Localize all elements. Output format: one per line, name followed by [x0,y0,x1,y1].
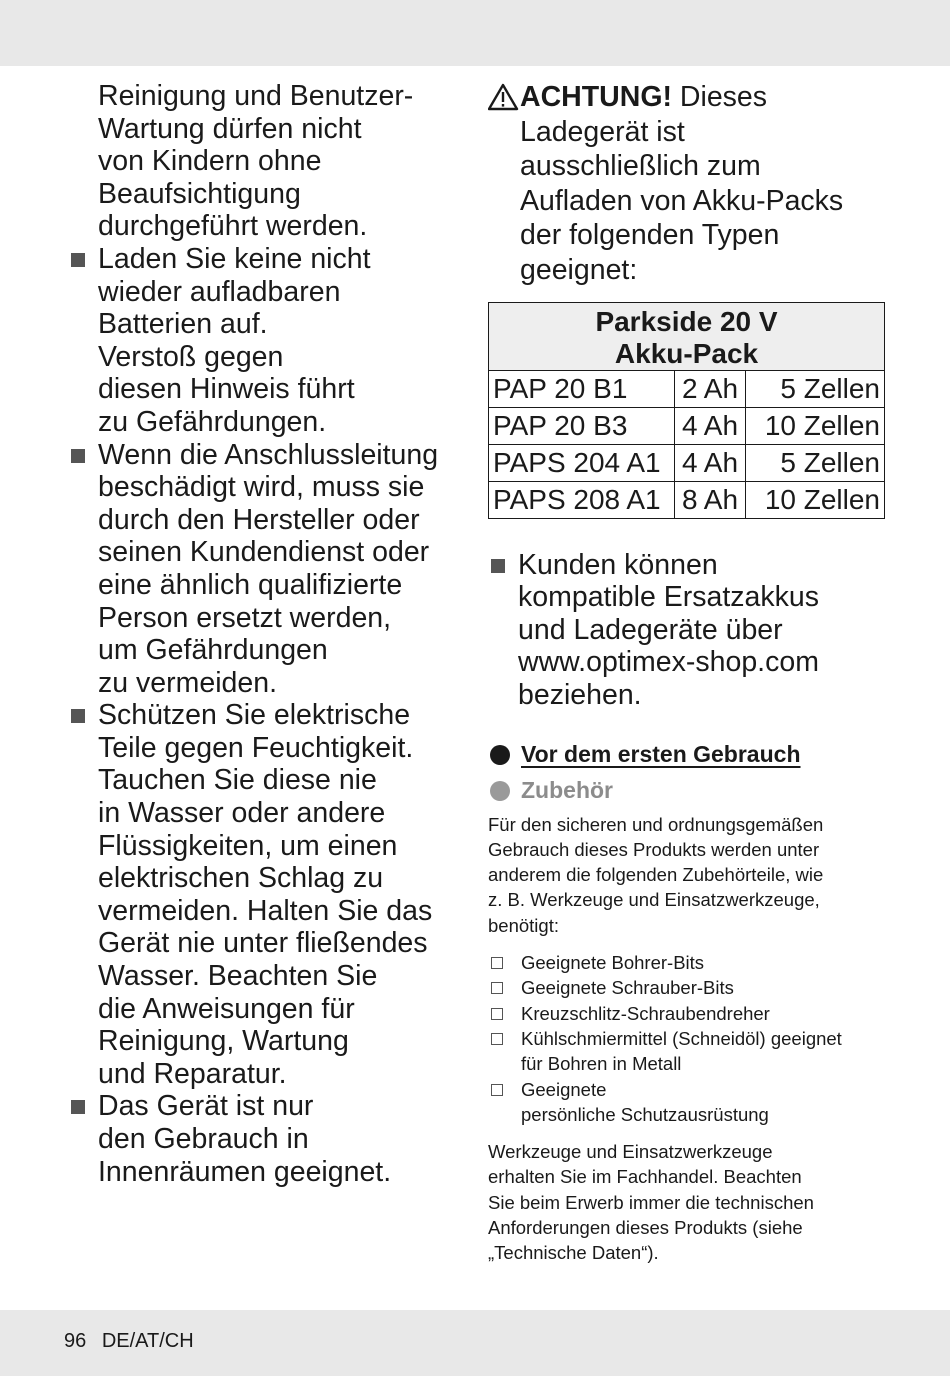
text-line: den Gebrauch in [98,1123,309,1155]
safety-bullet [68,1090,468,1188]
checkbox-square-icon [491,1033,503,1045]
text-line: Person ersetzt werden, [98,601,392,634]
safety-bullet [68,243,468,439]
list-item [488,1001,888,1026]
text-line: für Bohren in Metall [521,1053,682,1075]
cells-cell: 5 Zellen [746,444,885,481]
square-bullet-icon [71,449,85,463]
safety-bullet [68,439,468,700]
accessories-intro [488,812,888,938]
list-item [488,975,888,1000]
table-header-row [489,302,885,370]
cells-cell: 5 Zellen [746,370,885,407]
table-header [489,302,885,370]
square-bullet-icon [71,253,85,267]
text-line: anderem die folgenden Zubehörteile, wie [488,864,824,886]
page-footer [64,1330,204,1353]
checkbox-square-icon [491,1008,503,1020]
continuation-paragraph [68,80,468,243]
text-line: wieder aufladbaren [98,275,341,308]
checkbox-square-icon [491,1084,503,1096]
section-heading [488,740,888,768]
cells-cell: 10 Zellen [746,407,885,444]
text-line: Wasser. Beachten Sie [98,960,378,993]
capacity-cell: 4 Ah [675,444,746,481]
text-line: Kühlschmiermittel (Schneidöl) geeignet [521,1027,842,1049]
text-line: ausschließlich zum [520,150,761,183]
text-line: Tauchen Sie diese nie [98,764,377,797]
model-cell: PAPS 204 A1 [489,444,675,481]
text-line: Schützen Sie elektrische [98,699,411,732]
list-item [488,1026,888,1077]
text-line: Geeignete Schrauber-Bits [521,977,734,999]
text-line: z. B. Werkzeuge und Einsatzwerkzeuge, [488,889,820,911]
text-line: geeignet: [520,253,638,286]
text-line: und Reparatur. [98,1057,287,1090]
model-cell: PAP 20 B3 [489,407,675,444]
text-line: seinen Kundendienst oder [98,536,430,569]
text-line: Innenräumen geeignet. [98,1155,392,1188]
text-line: Aufladen von Akku-Packs [520,184,844,217]
capacity-cell: 2 Ah [675,370,746,407]
capacity-cell: 8 Ah [675,481,746,518]
text-line: zu Gefährdungen. [98,405,327,438]
text-line: Beaufsichtigung [98,177,301,210]
text-line: Gebrauch dieses Produkts werden unter [488,838,820,860]
battery-pack-table [488,302,885,519]
square-bullet-icon [71,709,85,723]
text-line: Ladegerät ist [520,115,685,148]
text-line: durch den Hersteller oder [98,503,420,536]
text-line: Anforderungen dieses Produkts (siehe [488,1216,803,1238]
text-line: um Gefährdungen [98,634,328,667]
text-line: in Wasser oder andere [98,797,386,830]
text-line: Für den sicheren und ordnungsgemäßen [488,813,824,835]
table-row [489,370,885,407]
square-bullet-icon [71,1100,85,1114]
text-line: Reinigung und Benutzer- [98,80,414,112]
text-line: Kunden können [518,548,718,581]
shop-url: www.optimex-shop.com [518,646,819,679]
text-line: von Kindern ohne [98,145,322,178]
warning-label: ACHTUNG! [520,81,672,113]
header-line: Akku-Pack [614,337,759,369]
table-row [489,407,885,444]
text-line: Geeignete [521,1078,607,1100]
locale-label: DE/AT/CH [101,1330,194,1352]
text-line: erhalten Sie im Fachhandel. Beachten [488,1166,802,1188]
text-line: die Anweisungen für [98,992,355,1025]
text-line: Verstoß gegen [98,340,284,373]
checkbox-square-icon [491,957,503,969]
left-column [68,80,468,1188]
model-cell: PAPS 208 A1 [489,481,675,518]
header-band [0,0,950,66]
warning-notice [488,80,888,288]
text-line: Teile gegen Feuchtigkeit. [98,731,414,764]
text-line: kompatible Ersatzakkus [518,581,819,614]
square-bullet-icon [491,559,505,573]
accessories-outro [488,1139,888,1265]
text-line: beziehen. [518,678,642,711]
text-line: Kreuzschlitz-Schraubendreher [521,1002,770,1024]
text-line: Werkzeuge und Einsatzwerkzeuge [488,1141,773,1163]
capacity-cell: 4 Ah [675,407,746,444]
text-line: benötigt: [488,914,559,936]
text-line: Das Gerät ist nur [98,1090,314,1123]
text-line: elektrischen Schlag zu [98,862,384,895]
text-line: diesen Hinweis führt [98,373,355,406]
text-line: Geeignete Bohrer-Bits [521,952,705,974]
text-line: Sie beim Erwerb immer die technischen [488,1191,814,1213]
text-line: eine ähnlich qualifizierte [98,568,403,601]
safety-bullet [68,699,468,1090]
text-line: durchgeführt werden. [98,210,368,243]
text-line: „Technische Daten“). [488,1242,659,1264]
right-column [488,80,888,1266]
text-line: beschädigt wird, muss sie [98,471,425,504]
header-line: Parkside 20 V [595,305,778,337]
text-line: Wartung dürfen nicht [98,112,362,145]
bullet-dot-icon [490,745,510,765]
subsection-heading [488,776,888,804]
text-line: Wenn die Anschlussleitung [98,438,439,471]
warning-triangle-icon [488,82,520,112]
accessories-list [488,950,888,1127]
model-cell: PAP 20 B1 [489,370,675,407]
text-line: und Ladegeräte über [518,613,783,646]
list-item [488,950,888,975]
text-line: zu vermeiden. [98,666,278,699]
customer-note [488,549,888,712]
text-line: Dieses [671,81,768,113]
text-line: Laden Sie keine nicht [98,242,371,275]
page-number: 96 [64,1330,87,1352]
list-item [488,1077,888,1128]
text-line: der folgenden Typen [520,219,780,252]
text-line: Gerät nie unter fließendes [98,927,428,960]
cells-cell: 10 Zellen [746,481,885,518]
text-line: Reinigung, Wartung [98,1025,349,1058]
table-row [489,481,885,518]
bullet-dot-icon [490,781,510,801]
subsection-heading-text: Zubehör [521,776,613,803]
text-line: Batterien auf. [98,308,268,341]
text-line: vermeiden. Halten Sie das [98,894,433,927]
warning-line [520,80,888,115]
checkbox-square-icon [491,982,503,994]
text-line: Flüssigkeiten, um einen [98,829,398,862]
section-heading-text: Vor dem ersten Gebrauch [521,740,801,767]
table-row [489,444,885,481]
text-line: persönliche Schutzausrüstung [521,1103,769,1125]
